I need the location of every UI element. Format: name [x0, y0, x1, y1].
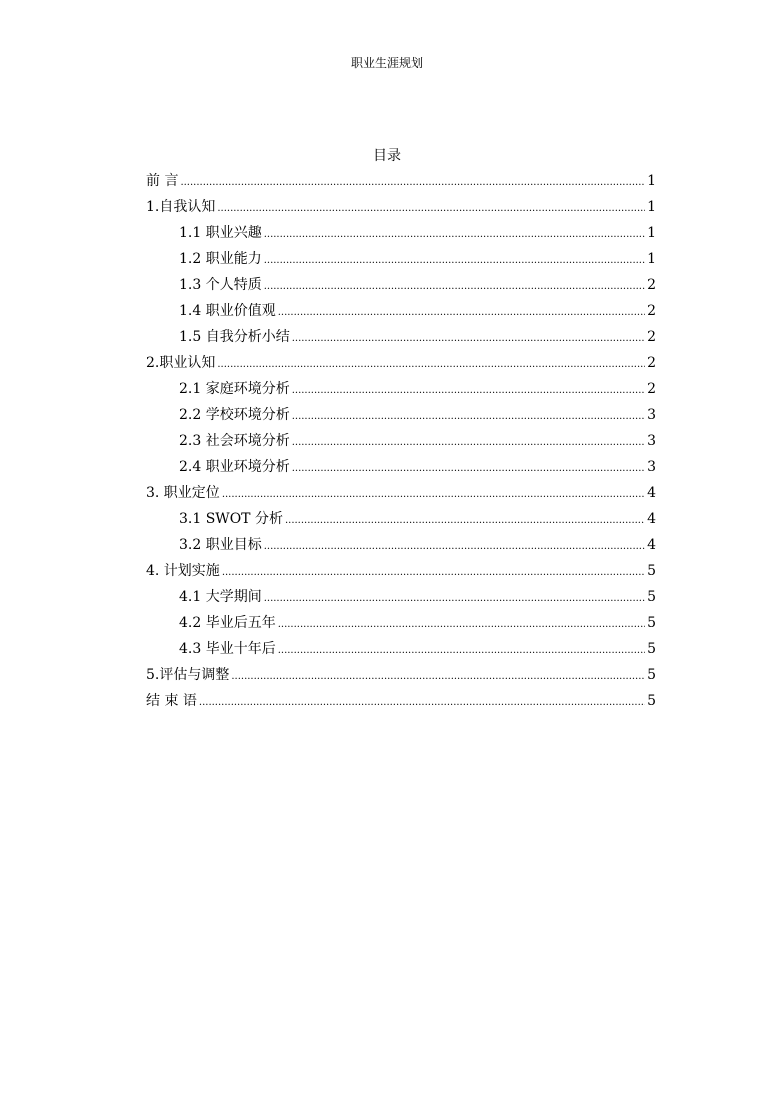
- toc-entry[interactable]: [146, 636, 656, 662]
- toc-leader-dots: [222, 560, 645, 586]
- toc-entry-page: 4: [647, 537, 656, 553]
- toc-entry[interactable]: [146, 298, 656, 324]
- toc-entry-label: 1.2 职业能力: [179, 251, 262, 267]
- toc-entry-label: 2.1 家庭环境分析: [179, 381, 290, 397]
- toc-leader-dots: [292, 456, 645, 482]
- toc-entry-label: 2.2 学校环境分析: [179, 407, 290, 423]
- toc-entry[interactable]: [146, 480, 656, 506]
- toc-entry-page: 5: [647, 563, 656, 579]
- toc-entry[interactable]: [146, 454, 656, 480]
- toc-leader-dots: [264, 222, 645, 248]
- toc-entry-page: 1: [647, 225, 656, 241]
- toc-entry-label: 4. 计划实施: [146, 563, 220, 579]
- toc-entry[interactable]: [146, 506, 656, 532]
- toc-entry[interactable]: [146, 350, 656, 376]
- toc-leader-dots: [231, 664, 645, 690]
- toc-entry-label: 1.5 自我分析小结: [179, 329, 290, 345]
- toc-entry[interactable]: [146, 610, 656, 636]
- toc-title: 目录: [373, 148, 401, 164]
- table-of-contents: [146, 168, 656, 714]
- toc-entry-page: 5: [647, 589, 656, 605]
- toc-entry-page: 5: [647, 667, 656, 683]
- toc-leader-dots: [292, 326, 645, 352]
- toc-entry[interactable]: [146, 662, 656, 688]
- toc-entry-page: 2: [647, 381, 656, 397]
- toc-entry[interactable]: [146, 688, 656, 714]
- toc-leader-dots: [292, 378, 645, 404]
- toc-leader-dots: [278, 300, 645, 326]
- toc-entry[interactable]: [146, 402, 656, 428]
- toc-leader-dots: [264, 248, 645, 274]
- toc-entry-label: 结 束 语: [146, 693, 197, 709]
- toc-entry-label: 1.4 职业价值观: [179, 303, 276, 319]
- toc-entry-label: 3.2 职业目标: [179, 537, 262, 553]
- toc-entry-label: 1.自我认知: [146, 199, 216, 215]
- toc-entry[interactable]: [146, 220, 656, 246]
- toc-entry-page: 5: [647, 615, 656, 631]
- toc-entry-page: 5: [647, 693, 656, 709]
- toc-leader-dots: [264, 274, 645, 300]
- toc-entry-page: 1: [647, 251, 656, 267]
- toc-entry-page: 5: [647, 641, 656, 657]
- toc-entry-label: 5.评估与调整: [146, 667, 230, 683]
- toc-entry-page: 2: [647, 277, 656, 293]
- toc-leader-dots: [285, 508, 645, 534]
- toc-entry-page: 3: [647, 407, 656, 423]
- toc-entry-label: 3.1 SWOT 分析: [179, 511, 283, 527]
- toc-entry[interactable]: [146, 272, 656, 298]
- toc-entry-page: 4: [647, 485, 656, 501]
- toc-entry[interactable]: [146, 428, 656, 454]
- toc-leader-dots: [264, 534, 645, 560]
- toc-entry[interactable]: [146, 558, 656, 584]
- toc-entry-label: 4.1 大学期间: [179, 589, 262, 605]
- toc-entry-label: 2.4 职业环境分析: [179, 459, 290, 475]
- toc-entry-page: 2: [647, 355, 656, 371]
- running-header: 职业生涯规划: [350, 56, 423, 70]
- toc-entry[interactable]: [146, 376, 656, 402]
- toc-leader-dots: [217, 352, 645, 378]
- toc-entry-page: 2: [647, 303, 656, 319]
- toc-entry-page: 3: [647, 459, 656, 475]
- toc-entry[interactable]: [146, 532, 656, 558]
- toc-entry[interactable]: [146, 324, 656, 350]
- toc-entry-label: 4.3 毕业十年后: [179, 641, 276, 657]
- toc-leader-dots: [180, 170, 645, 196]
- toc-entry[interactable]: [146, 168, 656, 194]
- toc-entry[interactable]: [146, 246, 656, 272]
- toc-leader-dots: [278, 612, 645, 638]
- toc-entry-page: 1: [647, 199, 656, 215]
- toc-leader-dots: [278, 638, 645, 664]
- toc-entry-label: 2.3 社会环境分析: [179, 433, 290, 449]
- toc-entry[interactable]: [146, 194, 656, 220]
- toc-leader-dots: [217, 196, 645, 222]
- toc-entry-label: 2.职业认知: [146, 355, 216, 371]
- toc-entry[interactable]: [146, 584, 656, 610]
- toc-entry-page: 2: [647, 329, 656, 345]
- toc-entry-page: 3: [647, 433, 656, 449]
- toc-entry-label: 4.2 毕业后五年: [179, 615, 276, 631]
- toc-entry-label: 1.3 个人特质: [179, 277, 262, 293]
- toc-leader-dots: [264, 586, 645, 612]
- toc-entry-label: 前 言: [146, 173, 179, 189]
- toc-leader-dots: [292, 430, 645, 456]
- toc-leader-dots: [222, 482, 645, 508]
- toc-entry-page: 4: [647, 511, 656, 527]
- toc-entry-page: 1: [647, 173, 656, 189]
- toc-leader-dots: [292, 404, 645, 430]
- toc-entry-label: 3. 职业定位: [146, 485, 220, 501]
- toc-entry-label: 1.1 职业兴趣: [179, 225, 262, 241]
- toc-leader-dots: [199, 690, 645, 716]
